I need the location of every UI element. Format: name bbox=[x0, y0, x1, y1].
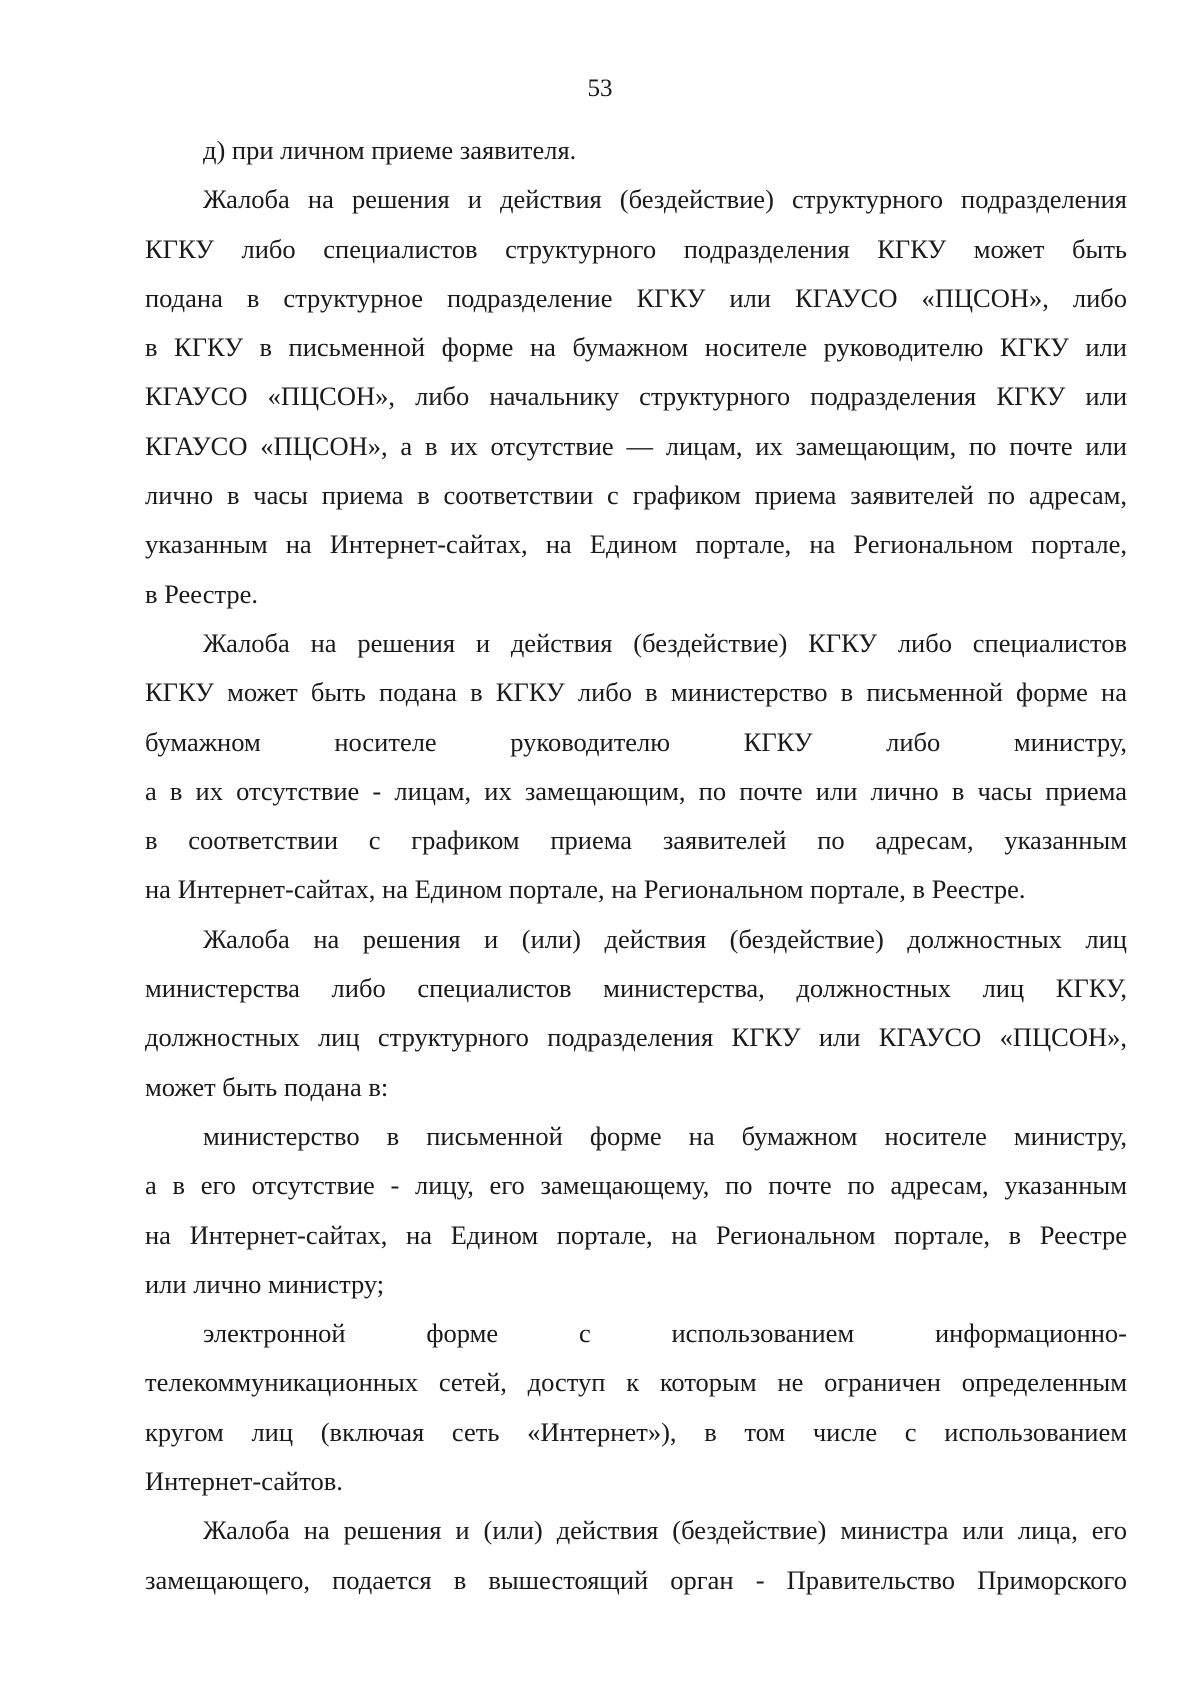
text-line: министерства либо специалистов министерства, должностных лиц КГКУ, bbox=[145, 973, 1127, 1004]
text-line: должностных лиц структурного подразделения КГКУ или КГАУСО «ПЦСОН», bbox=[145, 1022, 1127, 1053]
text-line: КГАУСО «ПЦСОН», либо начальнику структурного подразделения КГКУ или bbox=[145, 381, 1127, 412]
text-line: а в его отсутствие - лицу, его замещающему, по почте по адресам, указанным bbox=[145, 1170, 1127, 1201]
text-line: Жалоба на решения и (или) действия (бездействие) министра или лица, его bbox=[203, 1515, 1127, 1546]
text-line: а в их отсутствие - лицам, их замещающим, по почте или лично в часы приема bbox=[145, 775, 1127, 806]
text-line: д) при личном приеме заявителя. bbox=[203, 135, 577, 165]
text-line: электронной форме с использованием информационно- bbox=[203, 1318, 1127, 1349]
text-line: или лично министру; bbox=[145, 1268, 385, 1299]
text-line: может быть подана в: bbox=[145, 1071, 389, 1102]
text-line: указанным на Интернет-сайтах, на Едином портале, на Региональном портале, bbox=[145, 529, 1127, 560]
text-line: замещающего, подается в вышестоящий орган - Правительство Приморского bbox=[145, 1564, 1127, 1595]
document-body bbox=[145, 126, 1127, 1605]
text-line: в Реестре. bbox=[145, 578, 259, 609]
text-line: КГАУСО «ПЦСОН», а в их отсутствие — лицам, их замещающим, по почте или bbox=[145, 430, 1127, 461]
text-line: КГКУ либо специалистов структурного подразделения КГКУ может быть bbox=[145, 233, 1127, 264]
text-line: Жалоба на решения и действия (бездействие) структурного подразделения bbox=[203, 184, 1127, 215]
text-line: Интернет-сайтов. bbox=[145, 1466, 343, 1497]
text-line: кругом лиц (включая сеть «Интернет»), в том числе с использованием bbox=[145, 1416, 1127, 1447]
text-line: лично в часы приема в соответствии с графиком приема заявителей по адресам, bbox=[145, 480, 1127, 511]
text-line: Жалоба на решения и действия (бездействие) КГКУ либо специалистов bbox=[203, 627, 1127, 658]
text-line: телекоммуникационных сетей, доступ к которым не ограничен определенным bbox=[145, 1367, 1127, 1398]
text-line: на Интернет-сайтах, на Едином портале, на Региональном портале, в Реестре. bbox=[145, 874, 1026, 905]
page-number: 53 bbox=[587, 75, 613, 102]
text-line: подана в структурное подразделение КГКУ или КГАУСО «ПЦСОН», либо bbox=[145, 282, 1127, 313]
text-line: на Интернет-сайтах, на Едином портале, на Региональном портале, в Реестре bbox=[145, 1219, 1127, 1250]
text-line: в КГКУ в письменной форме на бумажном носителе руководителю КГКУ или bbox=[145, 332, 1127, 363]
text-line: бумажном носителе руководителю КГКУ либо министру, bbox=[145, 726, 1127, 757]
text-line: КГКУ может быть подана в КГКУ либо в министерство в письменной форме на bbox=[145, 677, 1127, 708]
text-line: в соответствии с графиком приема заявителей по адресам, указанным bbox=[145, 825, 1127, 856]
text-line: министерство в письменной форме на бумажном носителе министру, bbox=[203, 1120, 1127, 1151]
text-line: Жалоба на решения и (или) действия (бездействие) должностных лиц bbox=[203, 923, 1127, 954]
